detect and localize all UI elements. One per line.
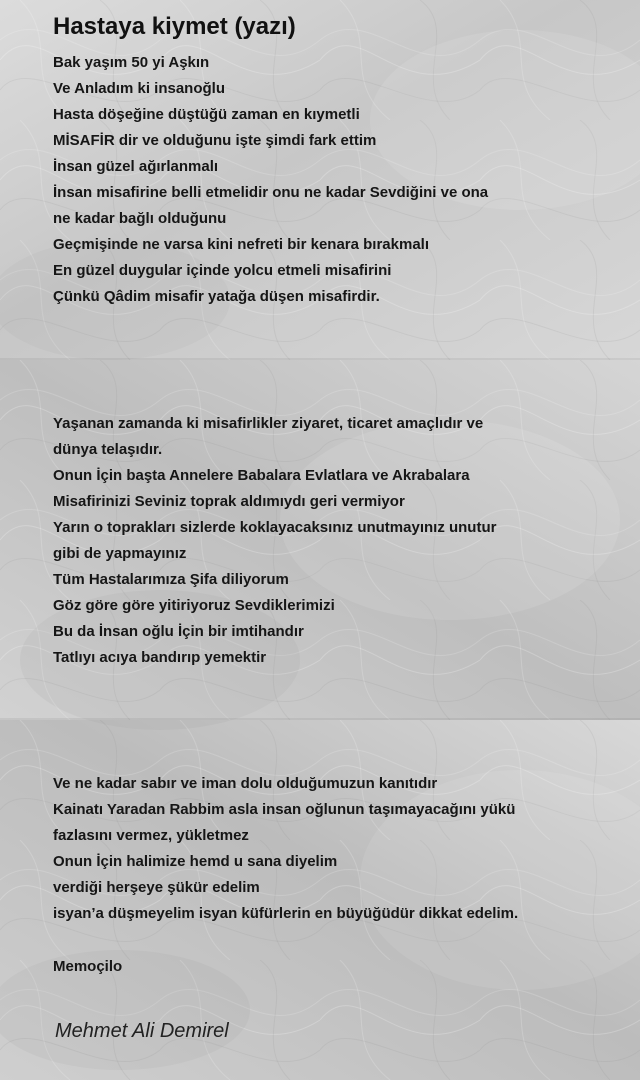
stanza-1	[53, 50, 613, 310]
poem-line: Göz göre göre yitiriyoruz Sevdiklerimizi	[53, 597, 335, 614]
poem-line: Onun İçin başta Annelere Babalara Evlatlara ve Akrabalara	[53, 467, 470, 484]
poem-line: Yaşanan zamanda ki misafirlikler ziyaret, ticaret amaçlıdır ve	[53, 415, 484, 432]
poem-line: Hasta döşeğine düştüğü zaman en kıymetli	[53, 106, 360, 123]
poem-line: İnsan misafirine belli etmelidir onu ne kadar Sevdiğini ve ona	[53, 184, 489, 201]
poem-line: ne kadar bağlı olduğunu	[53, 210, 227, 227]
poem-line: Kainatı Yaradan Rabbim asla insan oğlunun taşımayacağını yükü	[53, 801, 516, 818]
poem-line: fazlasını vermez, yükletmez	[53, 827, 249, 844]
poem-line: İnsan güzel ağırlanmalı	[53, 158, 219, 175]
stanza-3	[53, 771, 613, 927]
poem-line: Çünkü Qâdim misafir yatağa düşen misafirdir.	[53, 288, 380, 305]
poem-line: Ve Anladım ki insanoğlu	[53, 80, 225, 97]
poem-line: Ve ne kadar sabır ve iman dolu olduğumuzun kanıtıdır	[53, 775, 438, 792]
poem-title: Hastaya kiymet (yazı)	[53, 13, 296, 40]
stanza-2	[53, 411, 613, 671]
poem-line: En güzel duygular içinde yolcu etmeli misafirini	[53, 262, 392, 279]
author-name: Mehmet Ali Demirel	[55, 1020, 229, 1042]
poem-line: isyan’a düşmeyelim isyan küfürlerin en büyüğüdür dikkat edelim.	[53, 905, 519, 922]
poem-line: Onun İçin halimize hemd u sana diyelim	[53, 853, 338, 870]
poem-signature: Memoçilo	[53, 958, 123, 975]
poem-line: verdiği herşeye şükür edelim	[53, 879, 260, 896]
poem-line: Geçmişinde ne varsa kini nefreti bir kenara bırakmalı	[53, 236, 430, 253]
poem-line: Tüm Hastalarımıza Şifa diliyorum	[53, 571, 289, 588]
poem-line: Bak yaşım 50 yi Aşkın	[53, 54, 210, 71]
poem-line: MİSAFİR dir ve olduğunu işte şimdi fark ettim	[53, 132, 377, 149]
poem-line: dünya telaşıdır.	[53, 441, 163, 458]
poem-line: Yarın o toprakları sizlerde koklayacaksınız unutmayınız unutur	[53, 519, 497, 536]
poem-line: gibi de yapmayınız	[53, 545, 187, 562]
poem-line: Bu da İnsan oğlu İçin bir imtihandır	[53, 623, 304, 640]
poem-line: Misafirinizi Seviniz toprak aldımıydı geri vermiyor	[53, 493, 405, 510]
poem-line: Tatlıyı acıya bandırıp yemektir	[53, 649, 267, 666]
